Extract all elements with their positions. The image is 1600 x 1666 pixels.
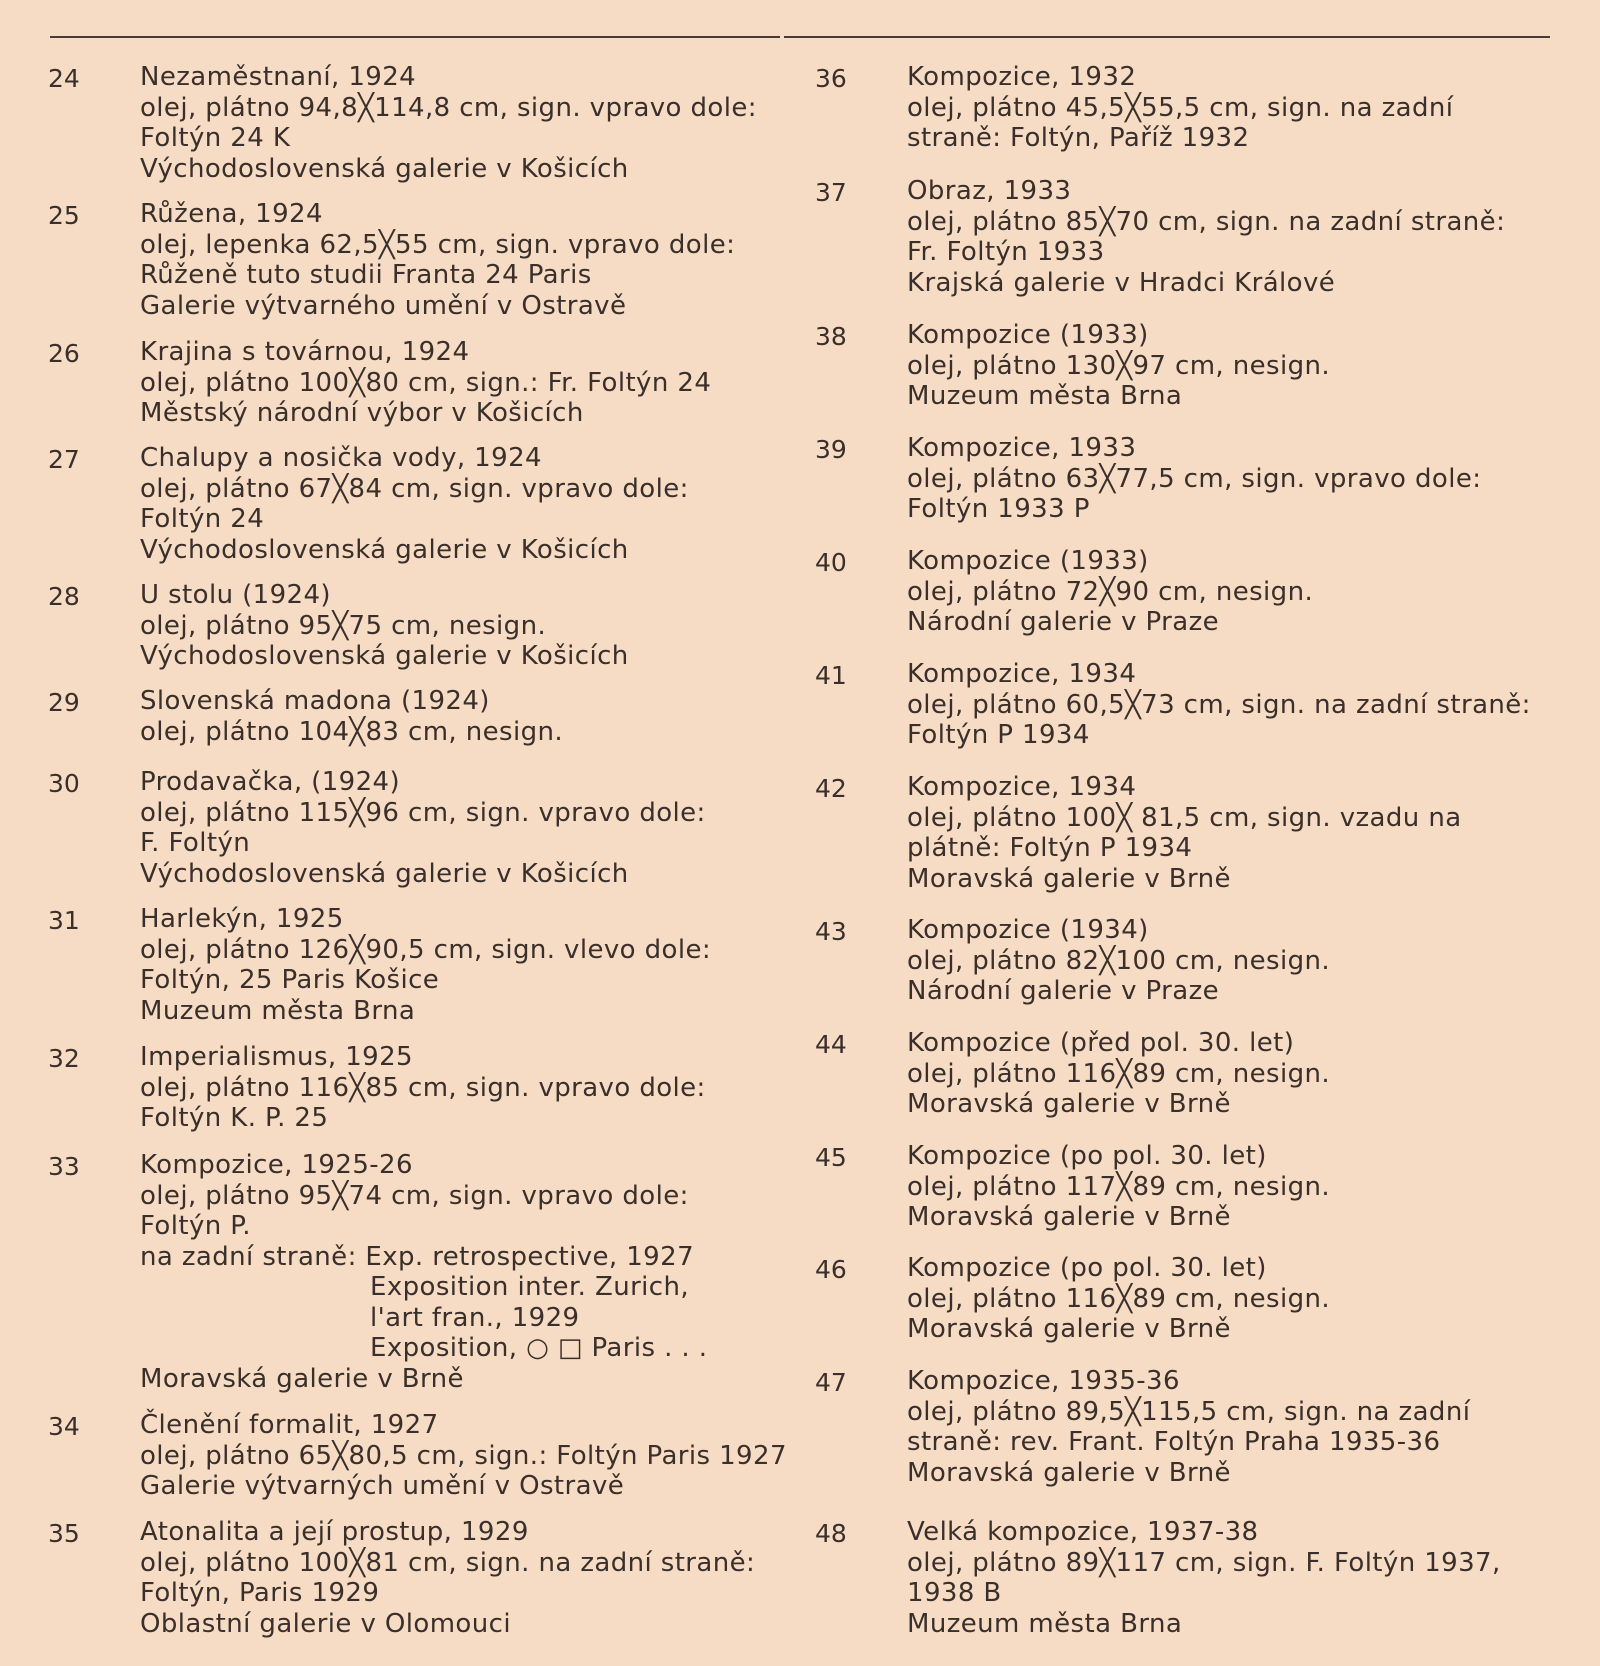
catalog-entry: [815, 433, 1575, 525]
catalog-entry: [48, 1410, 788, 1502]
entry-number: 26: [48, 339, 80, 368]
catalog-entry: [815, 915, 1575, 1007]
entry-number: 42: [815, 774, 847, 803]
entry-line: Moravská galerie v Brně: [907, 1457, 1231, 1488]
entry-line: olej, plátno 104╳83 cm, nesign.: [140, 716, 564, 747]
entry-line: Galerie výtvarného umění v Ostravě: [140, 290, 627, 321]
entry-line: olej, plátno 116╳89 cm, nesign.: [907, 1283, 1331, 1314]
entry-line: Exposition, ○ □ Paris . . .: [370, 1333, 708, 1363]
entry-line: Foltýn 24: [140, 504, 265, 534]
entry-line: Členění formalit, 1927: [140, 1410, 439, 1440]
entry-line: l'art fran., 1929: [370, 1302, 580, 1333]
entry-text: [907, 772, 1575, 894]
entry-line: Foltýn P 1934: [907, 720, 1090, 750]
entry-number: 31: [48, 906, 80, 935]
entry-line: Kompozice (před pol. 30. let): [907, 1028, 1295, 1058]
catalog-entry: [48, 1517, 788, 1639]
entry-line: Harlekýn, 1925: [140, 904, 344, 934]
entry-line: F. Foltýn: [140, 828, 251, 858]
entry-text: [140, 337, 788, 429]
entry-number: 39: [815, 435, 847, 464]
entry-number: 33: [48, 1152, 80, 1181]
entry-line: Muzeum města Brna: [907, 1608, 1183, 1639]
catalog-entry: [48, 686, 788, 747]
entry-line: Kompozice, 1932: [907, 62, 1137, 92]
entry-line: olej, plátno 126╳90,5 cm, sign. vlevo dole:: [140, 934, 712, 965]
entry-number: 37: [815, 178, 847, 207]
entry-line: Atonalita a její prostup, 1929: [140, 1517, 529, 1547]
catalog-entry: [48, 904, 788, 1026]
entry-line: Fr. Foltýn 1933: [907, 237, 1105, 267]
entry-number: 38: [815, 322, 847, 351]
entry-text: [140, 580, 788, 672]
entry-line: Kompozice, 1934: [907, 772, 1137, 802]
catalog-entry: [815, 1517, 1575, 1639]
entry-number: 32: [48, 1044, 80, 1073]
catalog-entry: [48, 767, 788, 889]
entry-line: Kompozice, 1935-36: [907, 1366, 1180, 1396]
catalog-entry: [815, 1028, 1575, 1120]
entry-line: Východoslovenská galerie v Košicích: [140, 641, 629, 671]
entry-text: [907, 62, 1575, 154]
entry-line: Národní galerie v Praze: [907, 607, 1220, 637]
entry-line: olej, lepenka 62,5╳55 cm, sign. vpravo dole:: [140, 229, 736, 260]
catalog-entry: [48, 580, 788, 672]
entry-line: Kompozice (1933): [907, 320, 1149, 350]
entry-text: [907, 176, 1575, 298]
catalog-entry: [815, 1253, 1575, 1345]
entry-line: straně: Foltýn, Paříž 1932: [907, 123, 1250, 153]
catalog-entry: [48, 62, 788, 184]
entry-number: 25: [48, 201, 80, 230]
entry-text: [907, 320, 1575, 412]
entry-line: Východoslovenská galerie v Košicích: [140, 153, 629, 184]
entry-line: olej, plátno 89╳117 cm, sign. F. Foltýn 1937,: [907, 1547, 1501, 1578]
entry-text: [140, 1410, 788, 1502]
entry-line: U stolu (1924): [140, 580, 331, 610]
entry-line: Východoslovenská galerie v Košicích: [140, 534, 629, 565]
entry-line: olej, plátno 100╳80 cm, sign.: Fr. Foltýn 24: [140, 367, 712, 398]
entry-line: olej, plátno 130╳97 cm, nesign.: [907, 350, 1331, 381]
entry-text: [140, 767, 788, 889]
entry-line: Velká kompozice, 1937-38: [907, 1517, 1259, 1547]
entry-line: straně: rev. Frant. Foltýn Praha 1935-36: [907, 1427, 1441, 1457]
entry-line: Foltýn, 25 Paris Košice: [140, 965, 440, 995]
catalog-entry: [48, 1150, 788, 1394]
entry-line: Růžena, 1924: [140, 199, 323, 229]
entry-line: Moravská galerie v Brně: [907, 1314, 1231, 1344]
entry-text: [907, 915, 1575, 1007]
catalog-entry: [815, 62, 1575, 154]
entry-number: 45: [815, 1143, 847, 1172]
entry-line: Růženě tuto studii Franta 24 Paris: [140, 260, 592, 290]
entry-line: Krajina s továrnou, 1924: [140, 337, 470, 367]
entry-line: Oblastní galerie v Olomouci: [140, 1608, 511, 1639]
entry-line: Exposition inter. Zurich,: [370, 1272, 690, 1302]
entry-line: 1938 B: [907, 1578, 1002, 1608]
entry-number: 28: [48, 582, 80, 611]
entry-number: 29: [48, 688, 80, 717]
entry-number: 27: [48, 445, 80, 474]
entry-line: Muzeum města Brna: [907, 381, 1183, 411]
entry-line: olej, plátno 94,8╳114,8 cm, sign. vpravo dole:: [140, 92, 757, 123]
entry-line: Slovenská madona (1924): [140, 686, 490, 716]
entry-line: Foltýn 1933 P: [907, 494, 1090, 524]
entry-line: olej, plátno 100╳ 81,5 cm, sign. vzadu na: [907, 802, 1462, 833]
entry-line: olej, plátno 116╳89 cm, nesign.: [907, 1058, 1331, 1089]
entry-line: olej, plátno 95╳75 cm, nesign.: [140, 610, 547, 641]
entry-line: olej, plátno 72╳90 cm, nesign.: [907, 576, 1314, 607]
catalog-entry: [815, 772, 1575, 894]
entry-line: Foltýn, Paris 1929: [140, 1578, 380, 1608]
top-rule-left: [50, 36, 780, 38]
entry-text: [140, 686, 788, 747]
entry-text: [140, 1042, 788, 1134]
entry-line: olej, plátno 65╳80,5 cm, sign.: Foltýn Paris 1927: [140, 1440, 787, 1471]
entry-number: 24: [48, 64, 80, 93]
entry-line: Kompozice, 1925-26: [140, 1150, 413, 1180]
entry-line: olej, plátno 67╳84 cm, sign. vpravo dole:: [140, 473, 689, 504]
entry-line: olej, plátno 95╳74 cm, sign. vpravo dole:: [140, 1180, 689, 1211]
entry-line: Chalupy a nosička vody, 1924: [140, 443, 542, 473]
catalog-entry: [48, 1042, 788, 1134]
entry-line: olej, plátno 117╳89 cm, nesign.: [907, 1171, 1331, 1202]
entry-line: olej, plátno 85╳70 cm, sign. na zadní straně:: [907, 206, 1506, 237]
entry-line: olej, plátno 60,5╳73 cm, sign. na zadní straně:: [907, 689, 1531, 720]
entry-text: [907, 1141, 1575, 1233]
entry-line: Moravská galerie v Brně: [907, 1089, 1231, 1119]
entry-text: [140, 199, 788, 321]
entry-number: 40: [815, 548, 847, 577]
catalog-entry: [815, 659, 1575, 751]
entry-number: 43: [815, 917, 847, 946]
entry-line: Městský národní výbor v Košicích: [140, 398, 584, 428]
entry-line: Prodavačka, (1924): [140, 767, 401, 797]
catalog-entry: [815, 320, 1575, 412]
entry-line: olej, plátno 63╳77,5 cm, sign. vpravo dole:: [907, 463, 1482, 494]
entry-text: [140, 904, 788, 1026]
catalog-entry: [815, 1366, 1575, 1488]
catalog-entry: [815, 1141, 1575, 1233]
entry-line: Kompozice (1933): [907, 546, 1149, 576]
entry-number: 44: [815, 1030, 847, 1059]
entry-text: [140, 1517, 788, 1639]
entry-number: 41: [815, 661, 847, 690]
entry-line: Východoslovenská galerie v Košicích: [140, 858, 629, 889]
catalog-entry: [815, 176, 1575, 298]
entry-text: [907, 1028, 1575, 1120]
entry-number: 48: [815, 1519, 847, 1548]
entry-line: Kompozice, 1933: [907, 433, 1137, 463]
entry-text: [907, 659, 1575, 751]
entry-line: olej, plátno 82╳100 cm, nesign.: [907, 945, 1331, 976]
entry-line: plátně: Foltýn P 1934: [907, 833, 1193, 863]
entry-line: Moravská galerie v Brně: [907, 863, 1231, 894]
entry-line: Muzeum města Brna: [140, 995, 416, 1026]
entry-number: 46: [815, 1255, 847, 1284]
entry-text: [140, 1150, 788, 1394]
entry-line: Kompozice, 1934: [907, 659, 1137, 689]
entry-line: Kompozice (1934): [907, 915, 1149, 945]
entry-line: Kompozice (po pol. 30. let): [907, 1141, 1267, 1171]
entry-text: [140, 443, 788, 565]
entry-text: [907, 1366, 1575, 1488]
entry-text: [907, 1253, 1575, 1345]
entry-line: Foltýn 24 K: [140, 123, 291, 153]
entry-text: [907, 433, 1575, 525]
entry-text: [907, 1517, 1575, 1639]
entry-line: olej, plátno 100╳81 cm, sign. na zadní straně:: [140, 1547, 756, 1578]
entry-number: 47: [815, 1368, 847, 1397]
entry-number: 34: [48, 1412, 80, 1441]
entry-line: Galerie výtvarných umění v Ostravě: [140, 1471, 625, 1501]
catalog-entry: [48, 199, 788, 321]
catalog-entry: [815, 546, 1575, 638]
catalog-entry: [48, 337, 788, 429]
entry-number: 30: [48, 769, 80, 798]
entry-number: 36: [815, 64, 847, 93]
entry-line: Krajská galerie v Hradci Králové: [907, 267, 1336, 298]
entry-line: Moravská galerie v Brně: [140, 1363, 464, 1394]
entry-line: Foltýn P.: [140, 1211, 251, 1241]
top-rule-right: [784, 36, 1550, 38]
entry-line: na zadní straně: Exp. retrospective, 1927: [140, 1241, 695, 1272]
entry-line: olej, plátno 45,5╳55,5 cm, sign. na zadní: [907, 92, 1454, 123]
entry-line: Obraz, 1933: [907, 176, 1072, 206]
catalog-entry: [48, 443, 788, 565]
entry-line: Kompozice (po pol. 30. let): [907, 1253, 1267, 1283]
entry-line: olej, plátno 115╳96 cm, sign. vpravo dole:: [140, 797, 706, 828]
entry-line: Nezaměstnaní, 1924: [140, 62, 417, 92]
entry-line: olej, plátno 89,5╳115,5 cm, sign. na zadní: [907, 1396, 1471, 1427]
entry-line: Foltýn K. P. 25: [140, 1103, 329, 1133]
entry-line: Národní galerie v Praze: [907, 976, 1220, 1006]
entry-line: Imperialismus, 1925: [140, 1042, 413, 1072]
entry-line: olej, plátno 116╳85 cm, sign. vpravo dole:: [140, 1072, 706, 1103]
entry-number: 35: [48, 1519, 80, 1548]
entry-text: [907, 546, 1575, 638]
entry-text: [140, 62, 788, 184]
entry-line: Moravská galerie v Brně: [907, 1202, 1231, 1232]
